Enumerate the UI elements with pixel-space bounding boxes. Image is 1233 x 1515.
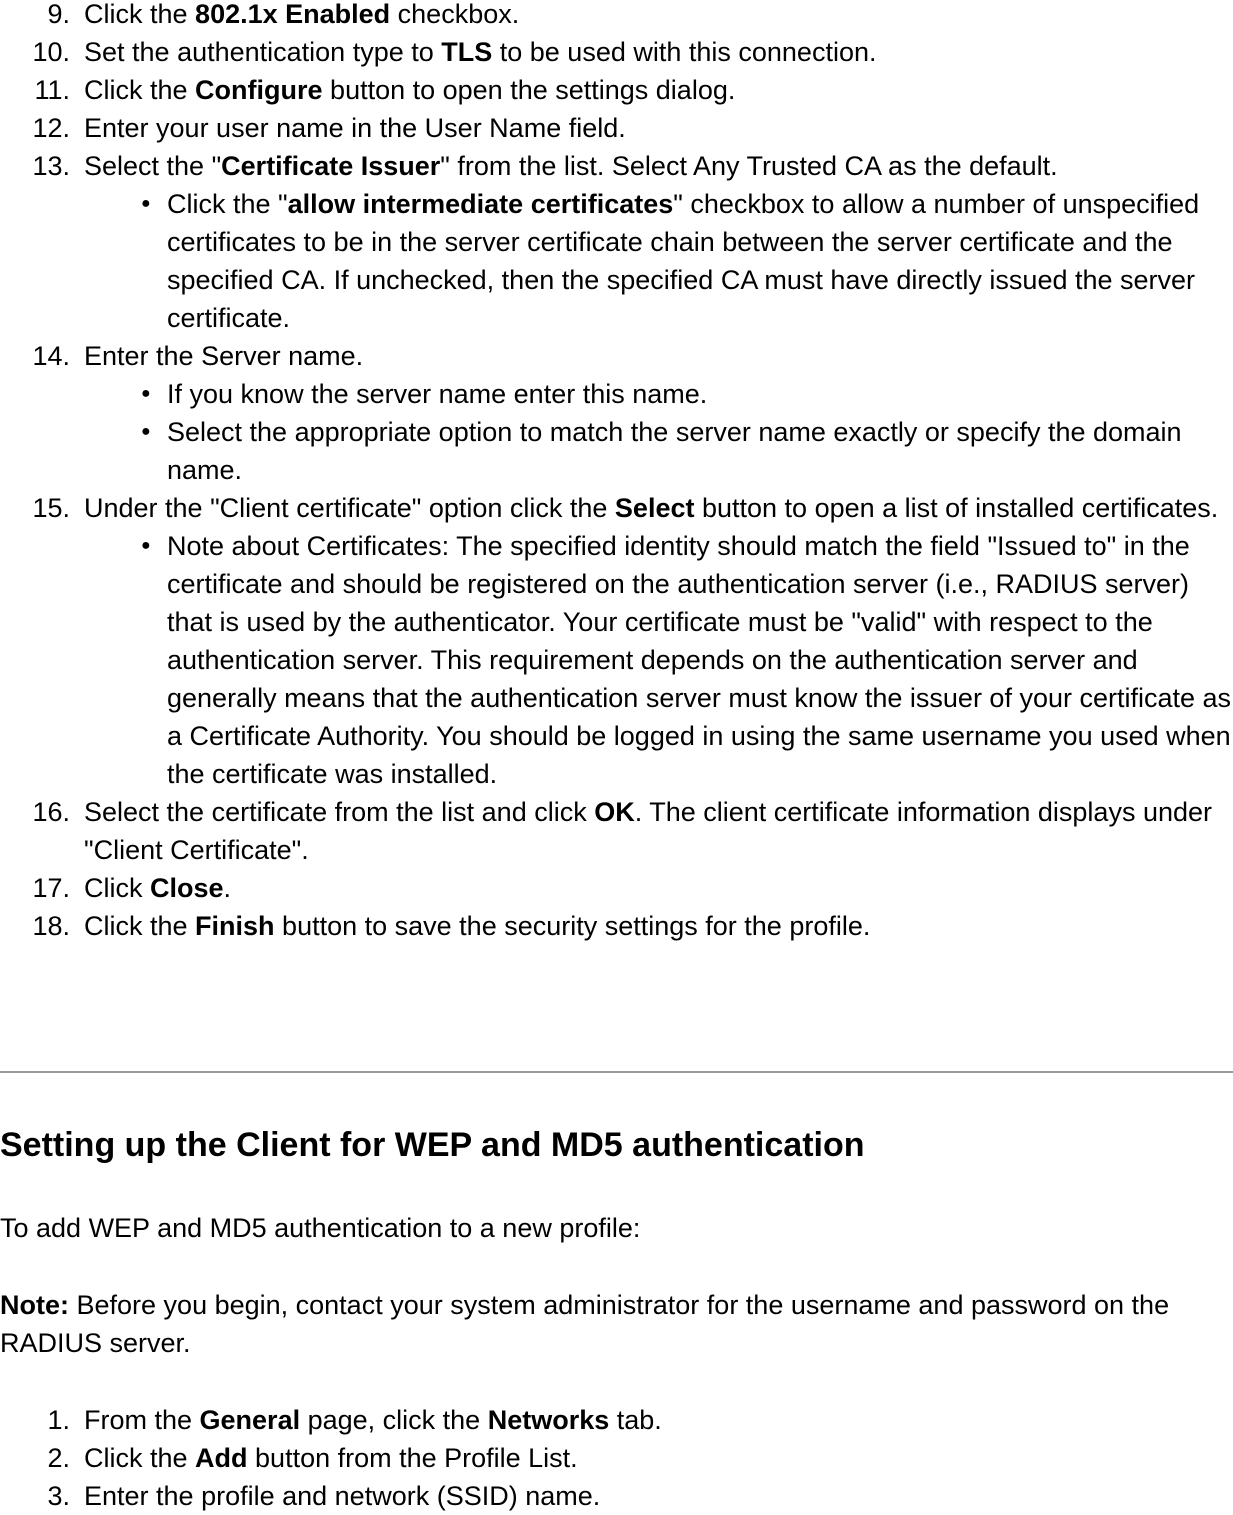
step-text xyxy=(84,75,735,105)
note-label: Note: xyxy=(0,1290,69,1320)
bold-text: OK xyxy=(594,797,635,827)
wep-md5-steps xyxy=(0,1401,1233,1515)
text-segment: Under the "Client certificate" option click the xyxy=(84,493,615,523)
step-text xyxy=(84,911,870,941)
bullet-item xyxy=(0,375,1233,413)
bold-text: Certificate Issuer xyxy=(221,151,441,181)
step-text xyxy=(84,1443,578,1473)
bold-text: Close xyxy=(150,873,224,903)
list-item xyxy=(0,109,1233,147)
bold-text: Configure xyxy=(195,75,323,105)
text-segment: to be used with this connection. xyxy=(492,37,877,67)
sub-bullets xyxy=(84,185,1233,337)
text-segment: Enter your user name in the User Name field. xyxy=(84,113,626,143)
list-item xyxy=(0,0,1233,33)
bullet-icon: ● xyxy=(141,385,151,402)
note-text: Before you begin, contact your system administrator for the username and password on the RADIUS server. xyxy=(0,1290,1170,1358)
step-text xyxy=(84,797,1212,865)
step-number: 1. xyxy=(47,1405,70,1435)
bold-text: 802.1x Enabled xyxy=(195,0,391,29)
step-number: 9. xyxy=(47,0,70,29)
step-number: 16. xyxy=(32,797,70,827)
list-item xyxy=(0,71,1233,109)
section-heading: Setting up the Client for WEP and MD5 authentication xyxy=(0,1126,865,1164)
text-segment: tab. xyxy=(609,1405,662,1435)
step-number: 14. xyxy=(32,341,70,371)
intro-paragraph: To add WEP and MD5 authentication to a new profile: xyxy=(0,1213,641,1243)
text-segment: Click xyxy=(84,873,150,903)
list-item xyxy=(0,907,1233,945)
text-segment: checkbox. xyxy=(390,0,520,29)
step-text xyxy=(84,0,519,29)
step-text xyxy=(84,1481,600,1511)
bold-text: Finish xyxy=(195,911,275,941)
text-segment: " from the list. Select Any Trusted CA as the default. xyxy=(440,151,1058,181)
step-text xyxy=(84,113,626,143)
text-segment: button from the Profile List. xyxy=(247,1443,578,1473)
list-item xyxy=(0,489,1233,793)
list-item xyxy=(0,1401,1233,1439)
bold-text: Networks xyxy=(487,1405,610,1435)
text-segment: Select the certificate from the list and click xyxy=(84,797,595,827)
list-item xyxy=(0,147,1233,337)
bullet-item xyxy=(0,413,1233,489)
list-item xyxy=(0,793,1233,869)
text-segment: button to save the security settings for the profile. xyxy=(274,911,871,941)
text-segment: Enter the Server name. xyxy=(84,341,364,371)
note-paragraph xyxy=(0,1286,1200,1362)
bullet-icon: ● xyxy=(141,423,151,440)
sub-bullets xyxy=(84,527,1233,793)
list-item xyxy=(0,337,1233,489)
bullet-item xyxy=(0,185,1233,337)
text-segment: " checkbox to allow a number of unspecified certificates to be in the server certificate chain between the server certificate and the specified CA. If unchecked, then the specified CA must have directly issued the server certificate. xyxy=(167,189,1200,333)
text-segment: Click the " xyxy=(167,189,288,219)
text-segment: page, click the xyxy=(300,1405,488,1435)
step-number: 15. xyxy=(32,493,70,523)
step-number: 11. xyxy=(34,75,70,105)
step-text xyxy=(84,873,231,903)
bold-text: General xyxy=(199,1405,301,1435)
text-segment: Click the xyxy=(84,75,196,105)
step-number: 12. xyxy=(32,113,70,143)
text-segment: From the xyxy=(84,1405,200,1435)
bold-text: Add xyxy=(195,1443,248,1473)
step-number: 17. xyxy=(32,873,70,903)
text-segment: Set the authentication type to xyxy=(84,37,442,67)
text-segment: button to open a list of installed certificates. xyxy=(694,493,1219,523)
bold-text: Select xyxy=(614,493,695,523)
step-number: 13. xyxy=(32,151,70,181)
step-number: 3. xyxy=(47,1481,70,1511)
list-item xyxy=(0,1477,1233,1515)
text-segment: Click the xyxy=(84,911,196,941)
list-item xyxy=(0,869,1233,907)
text-segment: Select the " xyxy=(84,151,222,181)
sub-bullets xyxy=(84,375,1233,489)
text-segment: Click the xyxy=(84,0,196,29)
text-segment: Select the appropriate option to match the server name exactly or specify the domain name. xyxy=(167,417,1182,485)
bullet-icon: ● xyxy=(141,195,151,212)
step-number: 10. xyxy=(32,37,70,67)
list-item xyxy=(0,1439,1233,1477)
text-segment: Click the xyxy=(84,1443,196,1473)
text-segment: If you know the server name enter this name. xyxy=(167,379,708,409)
bold-text: TLS xyxy=(441,37,493,67)
text-segment: button to open the settings dialog. xyxy=(322,75,736,105)
text-segment: Enter the profile and network (SSID) name. xyxy=(84,1481,601,1511)
text-segment: Note about Certificates: The specified identity should match the field "Issued to" in the certificate and should be registered on the authentication server (i.e., RADIUS server) that is used by the authenticator. Your certificate must be "valid" with respect to the authentication server. This requirement depends on the authentication server and generally means that the authentication server must know the issuer of your certificate as a Certificate Authority. You should be logged in using the same username you used when the certificate was installed. xyxy=(167,531,1232,789)
section-divider xyxy=(0,1071,1233,1073)
step-text xyxy=(84,37,877,67)
bullet-icon: ● xyxy=(141,537,151,554)
step-text xyxy=(84,341,363,371)
bold-text: allow intermediate certificates xyxy=(287,189,674,219)
step-text xyxy=(84,1405,662,1435)
step-number: 2. xyxy=(47,1443,70,1473)
text-segment: . xyxy=(223,873,232,903)
list-item xyxy=(0,33,1233,71)
step-number: 18. xyxy=(32,911,70,941)
bullet-item xyxy=(0,527,1233,793)
step-text xyxy=(84,493,1218,523)
step-text xyxy=(84,151,1058,181)
text-segment: . The client certificate information displays under "Client Certificate". xyxy=(84,797,1213,865)
